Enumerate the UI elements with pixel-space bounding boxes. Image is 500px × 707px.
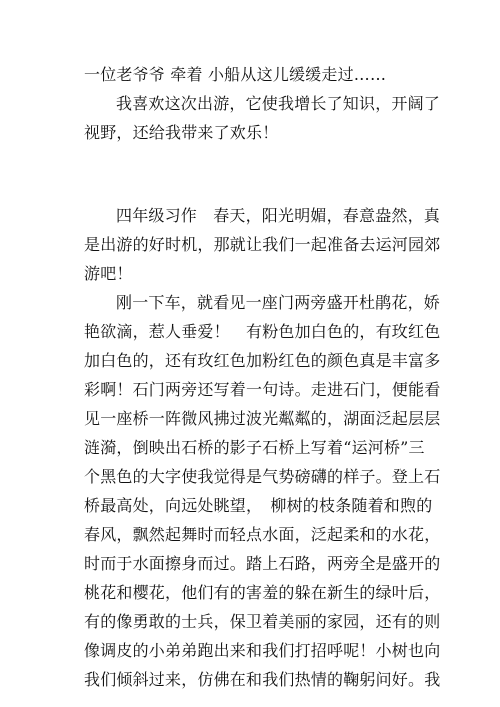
text-line: 四年级习作 春天，阳光明媚，春意盎然，真 <box>116 206 441 225</box>
text-line: 我喜欢这次出游，它使我增长了知识，开阔了 <box>116 94 441 113</box>
section-two <box>84 201 441 694</box>
text-line: 加白色的，还有玫红色加粉红色的颜色真是丰富多 <box>84 351 441 370</box>
text-line: 见一座桥一阵微风拂过波光粼粼的，湖面泛起层层 <box>84 409 441 428</box>
text-line: 视野，还给我带来了欢乐！ <box>84 123 279 142</box>
text-line: 桃花和樱花，他们有的害羞的躲在新生的绿叶后， <box>84 583 441 602</box>
text-line: 游吧！ <box>84 264 133 283</box>
text-line: 有的像勇敢的士兵，保卫着美丽的家园，还有的则 <box>84 612 441 631</box>
section-one <box>84 60 441 147</box>
text-line: 一位老爷爷 牵着 小船从这儿缓缓走过…… <box>84 65 387 84</box>
text-line: 个黑色的大字使我觉得是气势磅礴的样子。登上石 <box>84 467 441 486</box>
text-line: 涟漪，倒映出石桥的影子石桥上写着“运河桥”三 <box>84 438 425 457</box>
text-line: 彩啊！石门两旁还写着一句诗。走进石门，便能看 <box>84 380 441 399</box>
text-line: 艳欲滴，惹人垂爱！ 有粉色加白色的，有玫红色 <box>84 322 441 341</box>
text-line: 春风，飘然起舞时而轻点水面，泛起柔和的水花， <box>84 525 441 544</box>
text-line: 桥最高处，向远处眺望， 柳树的枝条随着和煦的 <box>84 496 433 515</box>
text-line: 像调皮的小弟弟跑出来和我们打招呼呢！小树也向 <box>84 641 441 660</box>
text-line: 刚一下车，就看见一座门两旁盛开杜鹃花，娇 <box>116 293 441 312</box>
text-line: 是出游的好时机，那就让我们一起准备去运河园郊 <box>84 235 441 254</box>
text-line: 我们倾斜过来，仿佛在和我们热情的鞠躬问好。我 <box>84 670 441 689</box>
text-line: 时而于水面擦身而过。踏上石路，两旁全是盛开的 <box>84 554 441 573</box>
